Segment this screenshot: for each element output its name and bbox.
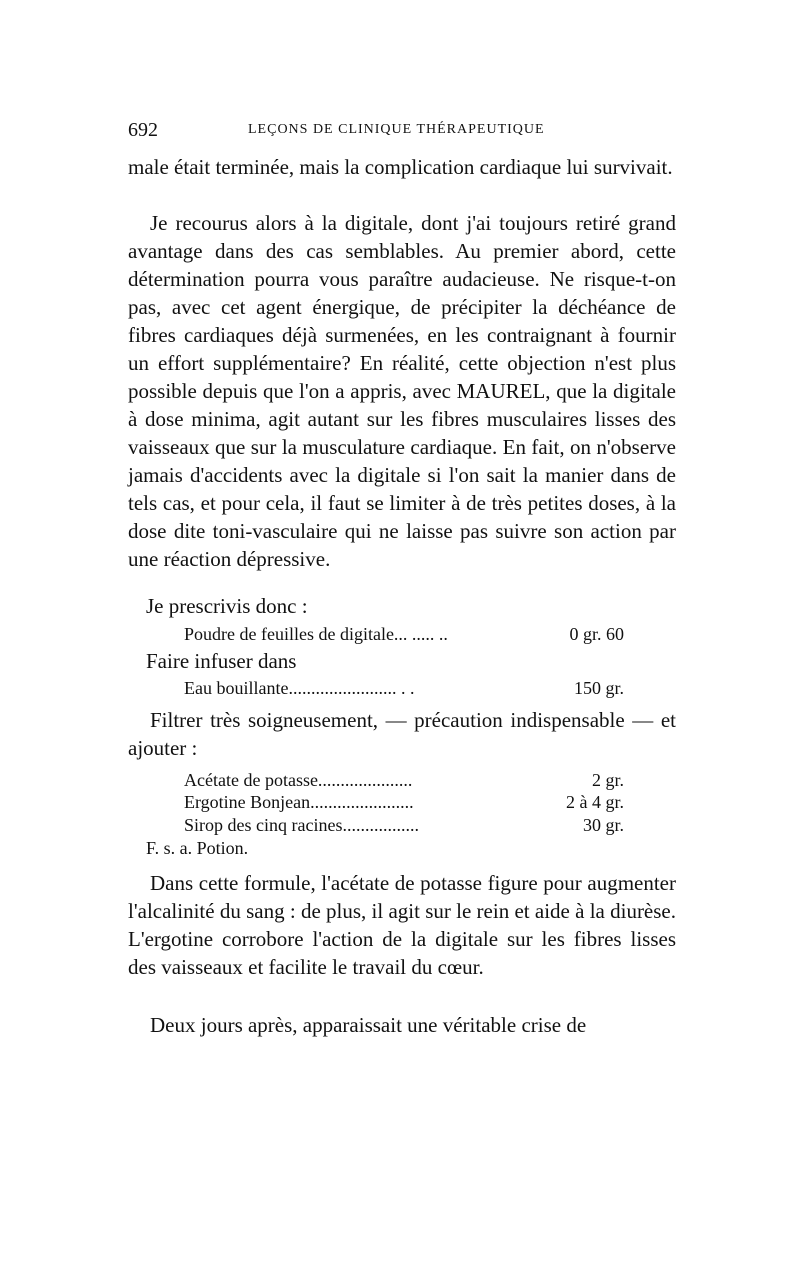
prescription-dose-1: 0 gr. 60 (569, 624, 624, 644)
prescription-item-1: Poudre de feuilles de digitale... ..... .. (184, 624, 448, 644)
prescription-dose-5: 30 gr. (582, 815, 624, 835)
prescription-intro: Je prescrivis donc : (146, 594, 308, 618)
page-number: 692 (128, 119, 158, 141)
paragraph-4: Dans cette formule, l'acétate de potasse figure pour augmenter l'alcalinité du sang : de plus, il agit sur le rein et aide à la diurèse. L'ergotine corrobore l'action de la digitale sur les fibres lisses des vaisseaux et facilite le travail du cœur. (128, 871, 676, 979)
prescription-step-2: Faire infuser dans (146, 649, 297, 673)
prescription-dose-3: 2 gr. (591, 770, 624, 790)
prescription-dose-2: 150 gr. (573, 678, 624, 698)
prescription-item-5: Sirop des cinq racines................. (184, 815, 419, 835)
prescription-fsa: F. s. a. Potion. (146, 838, 249, 858)
running-header (128, 119, 688, 141)
running-title: LEÇONS DE CLINIQUE THÉRAPEUTIQUE (248, 122, 545, 137)
prescription-item-4: Ergotine Bonjean....................... (184, 792, 414, 812)
paragraph-5: Deux jours après, apparaissait une véritable crise de (150, 1013, 587, 1037)
prescription-dose-4: 2 à 4 gr. (566, 792, 624, 812)
paragraph-2: Je recourus alors à la digitale, dont j'ai toujours retiré grand avantage dans des cas semblables. Au premier abord, cette détermination pourra vous paraître audacieuse. Ne risque-t-on pas, avec cet agent énergique, de précipiter la déchéance de fibres cardiaques déjà surmenées, en les contraignant à fournir un effort supplémentaire? En réalité, cette objection n'est plus possible depuis que l'on a appris, avec MAUREL, que la digitale à dose minima, agit autant sur les fibres musculaires lisses des vaisseaux que sur la musculature cardiaque. En fait, on n'observe jamais d'accidents avec la digitale si l'on sait la manier dans de tels cas, et pour cela, il faut se limiter à de très petites doses, à la dose dite toni-vasculaire qui ne laisse pas suivre son action par une réaction dépressive. (128, 211, 676, 571)
prescription-item-3: Acétate de potasse..................... (184, 770, 413, 790)
paragraph-3: Filtrer très soigneusement, — précaution indispensable — et ajouter : (128, 708, 676, 760)
prescription-item-2: Eau bouillante........................ . . (184, 678, 415, 698)
paragraph-1: male était terminée, mais la complication cardiaque lui survivait. (128, 155, 673, 179)
